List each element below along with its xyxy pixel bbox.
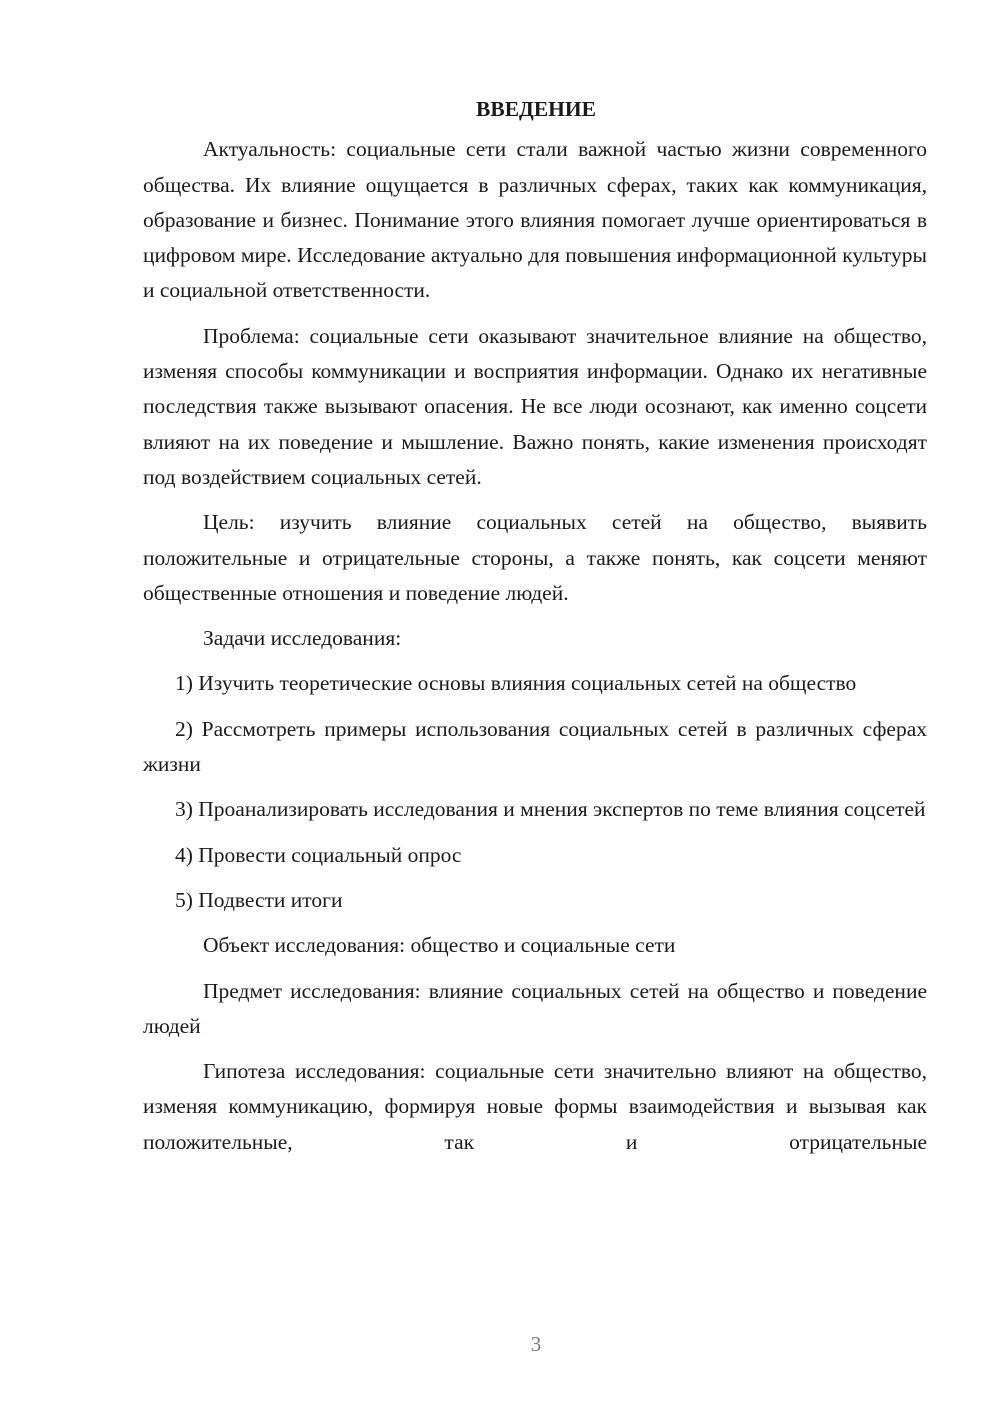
document-page <box>143 92 927 1160</box>
paragraph-problem: Проблема: социальные сети оказывают значительное влияние на общество, изменяя способы коммуникации и восприятия информации. Однако их негативные последствия также вызывают опасения. Не все люди осознают, как именно соцсети влияют на их поведение и мышление. Важно понять, какие изменения происходят под воздействием социальных сетей. <box>143 323 927 489</box>
page-number: 3 <box>530 1332 542 1356</box>
task-item-4: 4) Провести социальный опрос <box>175 842 462 867</box>
paragraph-subject: Предмет исследования: влияние социальных сетей на общество и поведение людей <box>143 978 927 1038</box>
paragraph-goal: Цель: изучить влияние социальных сетей на общество, выявить положительные и отрицательные стороны, а также понять, как соцсети меняют общественные отношения и поведение людей. <box>143 510 927 605</box>
task-item-3: 3) Проанализировать исследования и мнения экспертов по теме влияния соцсетей <box>175 797 926 822</box>
paragraph-object: Объект исследования: общество и социальные сети <box>203 933 676 958</box>
task-item-5: 5) Подвести итоги <box>175 887 343 912</box>
task-item-1: 1) Изучить теоретические основы влияния социальных сетей на общество <box>175 671 857 696</box>
paragraph-hypothesis: Гипотеза исследования: социальные сети значительно влияют на общество, изменяя коммуникацию, формируя новые формы взаимодействия и вызывая как положительные, так и отрицательные <box>143 1059 927 1154</box>
paragraph-tasks-heading: Задачи исследования: <box>203 626 402 651</box>
task-item-2: 2) Рассмотреть примеры использования социальных сетей в различных сферах жизни <box>143 716 927 777</box>
section-title: ВВЕДЕНИЕ <box>476 97 596 121</box>
paragraph-relevance: Актуальность: социальные сети стали важной частью жизни современного общества. Их влияние ощущается в различных сферах, таких как коммуникация, образование и бизнес. Понимание этого влияния помогает лучше ориентироваться в цифровом мире. Исследование актуально для повышения информационной культуры и социальной ответственности. <box>143 137 927 303</box>
